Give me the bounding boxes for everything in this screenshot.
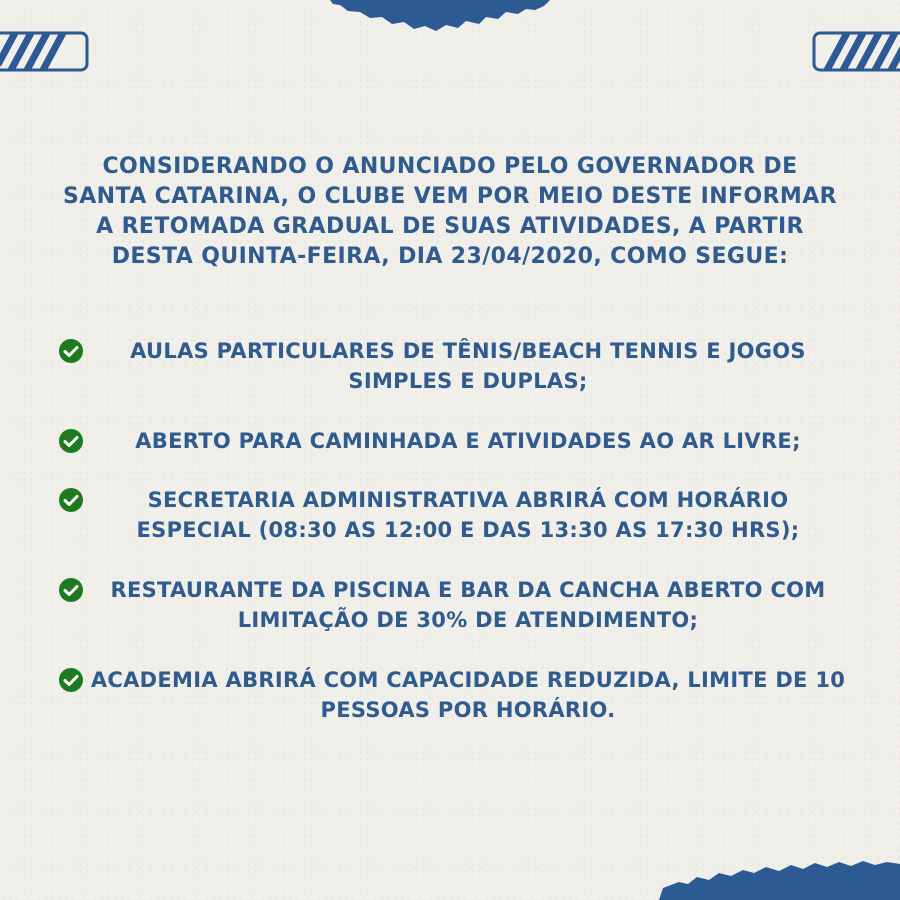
list-item xyxy=(58,485,848,545)
intro-paragraph: CONSIDERANDO O ANUNCIADO PELO GOVERNADOR DE SANTA CATARINA, O CLUBE VEM POR MEIO DESTE INFORMAR A RETOMADA GRADUAL DE SUAS ATIVIDADES, A PARTIR DESTA QUINTA-FEIRA, DIA 23/04/2020, COMO SEGUE: xyxy=(63,154,837,269)
check-circle-icon xyxy=(58,577,84,603)
check-circle-icon xyxy=(58,338,84,364)
check-circle-icon xyxy=(58,487,84,513)
list-item xyxy=(58,575,848,635)
list-item xyxy=(58,665,848,725)
list-item xyxy=(58,426,848,456)
check-circle-icon xyxy=(58,428,84,454)
check-circle-icon xyxy=(58,667,84,693)
list-item-text: ACADEMIA ABRIRÁ COM CAPACIDADE REDUZIDA, LIMITE DE 10 PESSOAS POR HORÁRIO. xyxy=(90,668,846,722)
list-item xyxy=(58,336,848,396)
list-item-text: ABERTO PARA CAMINHADA E ATIVIDADES AO AR LIVRE; xyxy=(135,429,801,453)
striped-tag-left xyxy=(0,31,90,72)
brush-stroke-bottom xyxy=(655,858,900,900)
list-item-text: RESTAURANTE DA PISCINA E BAR DA CANCHA ABERTO COM LIMITAÇÃO DE 30% DE ATENDIMENTO; xyxy=(110,578,826,632)
striped-tag-right xyxy=(812,31,900,72)
list-item-text: AULAS PARTICULARES DE TÊNIS/BEACH TENNIS E JOGOS SIMPLES E DUPLAS; xyxy=(130,339,806,393)
list-item-text: SECRETARIA ADMINISTRATIVA ABRIRÁ COM HORÁRIO ESPECIAL (08:30 AS 12:00 E DAS 13:30 AS 17:30 HRS); xyxy=(136,488,800,542)
brush-stroke-top xyxy=(330,0,550,32)
